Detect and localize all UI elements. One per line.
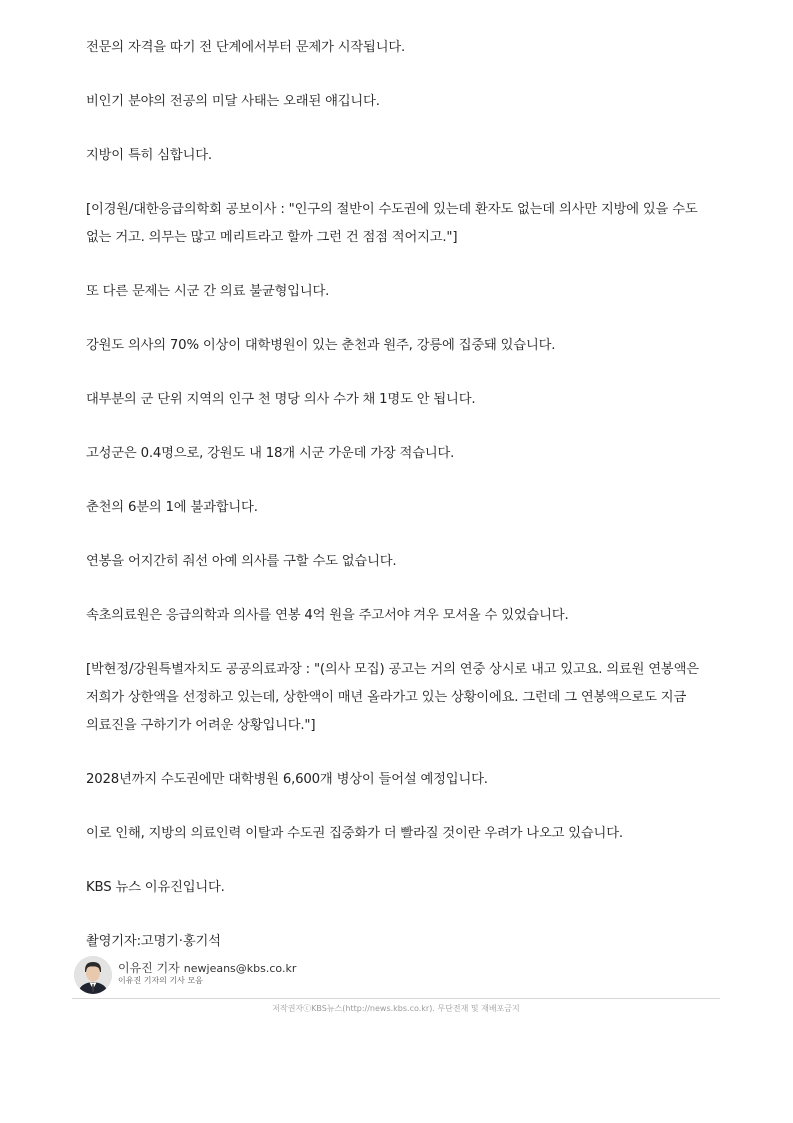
paragraph: 강원도 의사의 70% 이상이 대학병원이 있는 춘천과 원주, 강릉에 집중돼 있습니다. (86, 338, 556, 353)
paragraph: 비인기 분야의 전공의 미달 사태는 오래된 얘깁니다. (86, 94, 380, 109)
footer-divider (72, 998, 720, 999)
article-body (86, 34, 720, 982)
paragraph: 춘천의 6분의 1에 불과합니다. (86, 500, 258, 515)
paragraph: KBS 뉴스 이유진입니다. (86, 880, 225, 895)
reporter-email[interactable]: newjeans@kbs.co.kr (183, 962, 297, 975)
paragraph: 대부분의 군 단위 지역의 인구 천 명당 의사 수가 채 1명도 안 됩니다. (86, 392, 476, 407)
photographer-credit: 촬영기자:고명기·홍기석 (86, 934, 221, 949)
paragraph: 지방이 특히 심합니다. (86, 148, 212, 163)
reporter-photo-icon (74, 956, 112, 994)
reporter-name-line (118, 959, 296, 976)
reporter-name[interactable]: 이유진 기자 (118, 961, 180, 975)
paragraph: 전문의 자격을 따기 전 단계에서부터 문제가 시작됩니다. (86, 40, 406, 55)
copyright-notice: 저작권자ⓒKBS뉴스(http://news.kbs.co.kr). 무단전재 및 재배포금지 (272, 1004, 520, 1013)
quote-paragraph: [박현정/강원특별자치도 공공의료과장 : "(의사 모집) 공고는 거의 연중 상시로 내고 있고요. 의료원 연봉액은 저희가 상한액을 선정하고 있는데, 상한액이 매년 올라가고 있는 상황이에요. 그런데 그 연봉액으로도 지금 의료진을 구하기가 어려운 상황입니다."] (86, 662, 699, 733)
reporter-byline (72, 954, 720, 996)
avatar[interactable] (74, 956, 112, 994)
paragraph: 연봉을 어지간히 줘선 아예 의사를 구할 수도 없습니다. (86, 554, 397, 569)
paragraph: 속초의료원은 응급의학과 의사를 연봉 4억 원을 주고서야 겨우 모셔올 수 있었습니다. (86, 608, 569, 623)
paragraph: 또 다른 문제는 시군 간 의료 불균형입니다. (86, 284, 330, 299)
paragraph: 이로 인해, 지방의 의료인력 이탈과 수도권 집중화가 더 빨라질 것이란 우려가 나오고 있습니다. (86, 826, 623, 841)
quote-paragraph: [이경원/대한응급의학회 공보이사 : "인구의 절반이 수도권에 있는데 환자도 없는데 의사만 지방에 있을 수도 없는 거고. 의무는 많고 메리트라고 할까 그런 건 점점 적어지고."] (86, 202, 698, 245)
paragraph: 2028년까지 수도권에만 대학병원 6,600개 병상이 들어설 예정입니다. (86, 772, 488, 787)
reporter-articles-link[interactable]: 이유진 기자의 기사 모음 (118, 976, 203, 985)
paragraph: 고성군은 0.4명으로, 강원도 내 18개 시군 가운데 가장 적습니다. (86, 446, 455, 461)
